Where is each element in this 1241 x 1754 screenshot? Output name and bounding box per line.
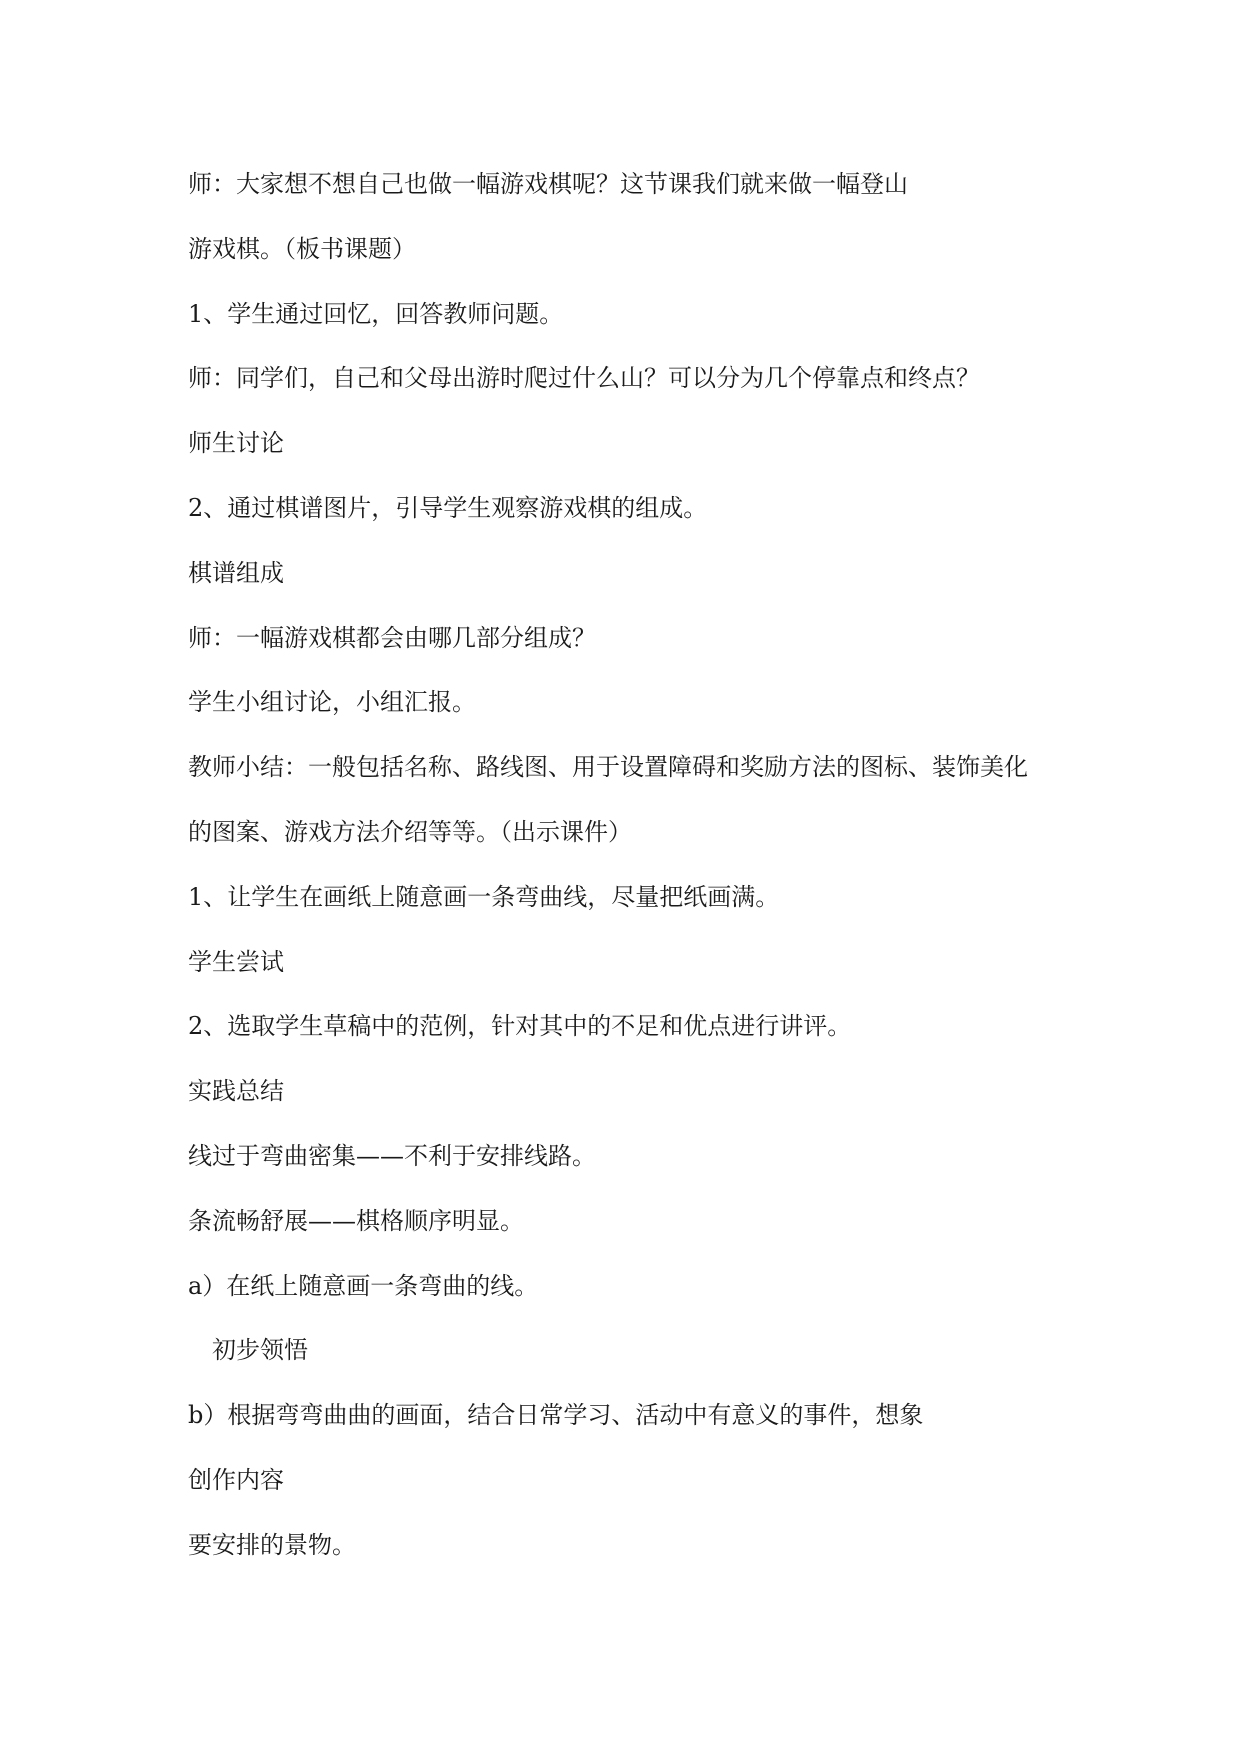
paragraph-line: 线过于弯曲密集——不利于安排线路。 [188, 1141, 596, 1170]
paragraph-line: 1、学生通过回忆，回答教师问题。 [188, 299, 564, 328]
paragraph-line: 师生讨论 [188, 429, 284, 458]
paragraph-line: 教师小结：一般包括名称、路线图、用于设置障碍和奖励方法的图标、装饰美化 [188, 753, 1028, 782]
paragraph-line: 2、通过棋谱图片，引导学生观察游戏棋的组成。 [188, 493, 708, 522]
paragraph-line: 师：一幅游戏棋都会由哪几部分组成？ [188, 623, 596, 652]
paragraph-line: 条流畅舒展——棋格顺序明显。 [188, 1206, 524, 1235]
paragraph-line: 师：大家想不想自己也做一幅游戏棋呢？这节课我们就来做一幅登山 [188, 170, 908, 198]
paragraph-line: 创作内容 [188, 1465, 284, 1494]
paragraph-line: 2、选取学生草稿中的范例，针对其中的不足和优点进行讲评。 [188, 1012, 852, 1041]
paragraph-line: 初步领悟 [212, 1336, 308, 1365]
paragraph-line: 师：同学们，自己和父母出游时爬过什么山？可以分为几个停靠点和终点？ [188, 364, 980, 393]
paragraph-line: 棋谱组成 [188, 558, 284, 587]
paragraph-line: 1、让学生在画纸上随意画一条弯曲线，尽量把纸画满。 [188, 882, 780, 911]
paragraph-line: 要安排的景物。 [188, 1530, 356, 1559]
paragraph-line: 实践总结 [188, 1077, 284, 1106]
paragraph-line: 学生小组讨论，小组汇报。 [188, 688, 476, 717]
paragraph-line: a）在纸上随意画一条弯曲的线。 [188, 1271, 539, 1300]
paragraph-line: 学生尝试 [188, 947, 284, 976]
paragraph-line: b）根据弯弯曲曲的画面，结合日常学习、活动中有意义的事件，想象 [188, 1401, 924, 1430]
paragraph-line: 游戏棋。（板书课题） [188, 234, 416, 263]
paragraph-line: 的图案、游戏方法介绍等等。（出示课件） [188, 817, 632, 846]
document-body [188, 166, 1088, 1592]
